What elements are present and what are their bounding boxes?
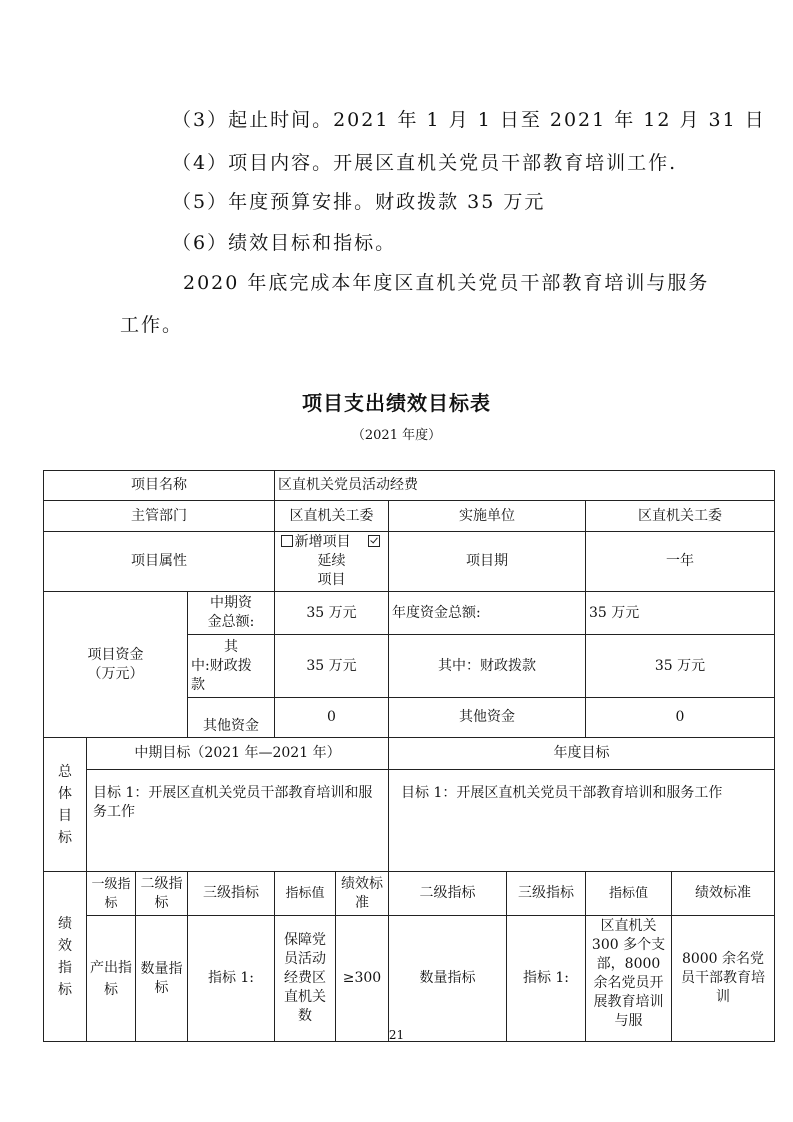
year-total-value: 35 万元: [586, 592, 775, 635]
other-funds-label: 其他资金: [188, 698, 275, 738]
paragraph-goals: （6）绩效目标和指标。: [172, 232, 397, 254]
header-level2: 二级指标: [136, 872, 188, 916]
overall-goal-char-4: 标: [58, 829, 72, 846]
paragraph-summary-end: 工作。: [120, 314, 184, 336]
dept-label: 主管部门: [44, 501, 275, 532]
mid-total-label: [188, 592, 275, 635]
table-row: [44, 916, 775, 1042]
header-level3: 三级指标: [188, 872, 275, 916]
year-other-label: 其他资金: [389, 698, 586, 738]
header-value: 指标值: [275, 872, 336, 916]
table-title: 项目支出绩效目标表: [302, 391, 491, 415]
performance-table: [43, 470, 775, 1042]
mid-fiscal-label-3: 款: [191, 676, 205, 693]
row-level1: 产出指标: [87, 916, 136, 1042]
row-y-level2: 数量指标: [389, 916, 507, 1042]
unit-value: 区直机关工委: [586, 501, 775, 532]
year-goal-text: 目标 1：开展区直机关党员干部教育培训和服务工作: [389, 770, 775, 872]
table-row: [44, 770, 775, 872]
row-standard: ≥300: [336, 916, 389, 1042]
year-fiscal-label: 其中：财政拨款: [389, 635, 586, 698]
year-goal-header: 年度目标: [389, 738, 775, 770]
year-other-value: 0: [586, 698, 775, 738]
mid-fiscal-value: 35 万元: [275, 635, 389, 698]
mid-fiscal-label-2: 中:财政拨: [191, 657, 252, 674]
attr-cont-label-2: 项目: [317, 572, 346, 588]
header-level1: 一级指标: [87, 872, 136, 916]
indicator-char-2: 效: [58, 937, 72, 954]
overall-goal-char-1: 总: [58, 763, 72, 780]
table-row: [44, 872, 775, 916]
unit-label: 实施单位: [389, 501, 586, 532]
table-row: [44, 592, 775, 635]
funds-label: [44, 592, 188, 738]
period-value: 一年: [586, 532, 775, 592]
paragraph-budget: （5）年度预算安排。财政拨款 35 万元: [172, 191, 546, 213]
checkbox-new-icon: [281, 535, 293, 547]
row-y-standard: 8000 余名党员干部教育培训: [672, 916, 775, 1042]
row-y-value: 区直机关 300 多个支部，8000 余名党员开展教育培训与服: [586, 916, 672, 1042]
project-name-value: 区直机关党员活动经费: [275, 471, 775, 501]
table-row: [44, 532, 775, 592]
attr-label: 项目属性: [44, 532, 275, 592]
mid-goal-text: 目标 1：开展区直机关党员干部教育培训和服务工作: [87, 770, 389, 872]
funds-label-line1: 项目资金: [87, 646, 144, 663]
attr-cont-label: 延续: [317, 553, 346, 569]
header-y-standard: 绩效标准: [672, 872, 775, 916]
row-level3: 指标 1:: [188, 916, 275, 1042]
mid-total-value: 35 万元: [275, 592, 389, 635]
header-y-value: 指标值: [586, 872, 672, 916]
row-level2: 数量指标: [136, 916, 188, 1042]
overall-goal-char-3: 目: [58, 807, 72, 824]
table-row: [44, 471, 775, 501]
table-row: [44, 738, 775, 770]
period-label: 项目期: [389, 532, 586, 592]
mid-goal-header: 中期目标（2021 年—2021 年）: [87, 738, 389, 770]
attr-options: [275, 532, 389, 592]
dept-value: 区直机关工委: [275, 501, 389, 532]
header-standard: 绩效标准: [336, 872, 389, 916]
indicator-char-4: 标: [58, 981, 72, 998]
paragraph-start-end-time: （3）起止时间。2021 年 1 月 1 日至 2021 年 12 月 31 日: [172, 109, 766, 131]
table-row: [44, 501, 775, 532]
attr-new-label: 新增项目: [294, 534, 351, 550]
other-funds-value: 0: [275, 698, 389, 738]
funds-label-line2: （万元）: [87, 665, 144, 682]
project-name-label: 项目名称: [44, 471, 275, 501]
checkbox-continued-icon: [368, 535, 380, 547]
paragraph-summary: 2020 年底完成本年度区直机关党员干部教育培训与服务: [183, 272, 710, 294]
mid-fiscal-label: [188, 635, 275, 698]
mid-fiscal-label-1: 其: [224, 638, 238, 655]
indicator-char-3: 指: [58, 959, 72, 976]
table-subtitle: （2021 年度）: [351, 428, 442, 443]
mid-total-label-2: 金总额:: [207, 614, 255, 630]
paragraph-project-content: （4）项目内容。开展区直机关党员干部教育培训工作.: [172, 152, 678, 174]
row-value: 保障党员活动经费区直机关数: [275, 916, 336, 1042]
mid-total-label-1: 中期资: [210, 595, 252, 611]
year-fiscal-value: 35 万元: [586, 635, 775, 698]
overall-goal-char-2: 体: [58, 785, 72, 802]
year-total-label: 年度资金总额:: [389, 592, 586, 635]
page-number: 21: [388, 1028, 405, 1042]
row-y-level3: 指标 1:: [507, 916, 586, 1042]
header-y-level3: 三级指标: [507, 872, 586, 916]
indicator-char-1: 绩: [58, 915, 72, 932]
indicator-label: [44, 872, 87, 1042]
overall-goal-label: [44, 738, 87, 872]
header-y-level2: 二级指标: [389, 872, 507, 916]
